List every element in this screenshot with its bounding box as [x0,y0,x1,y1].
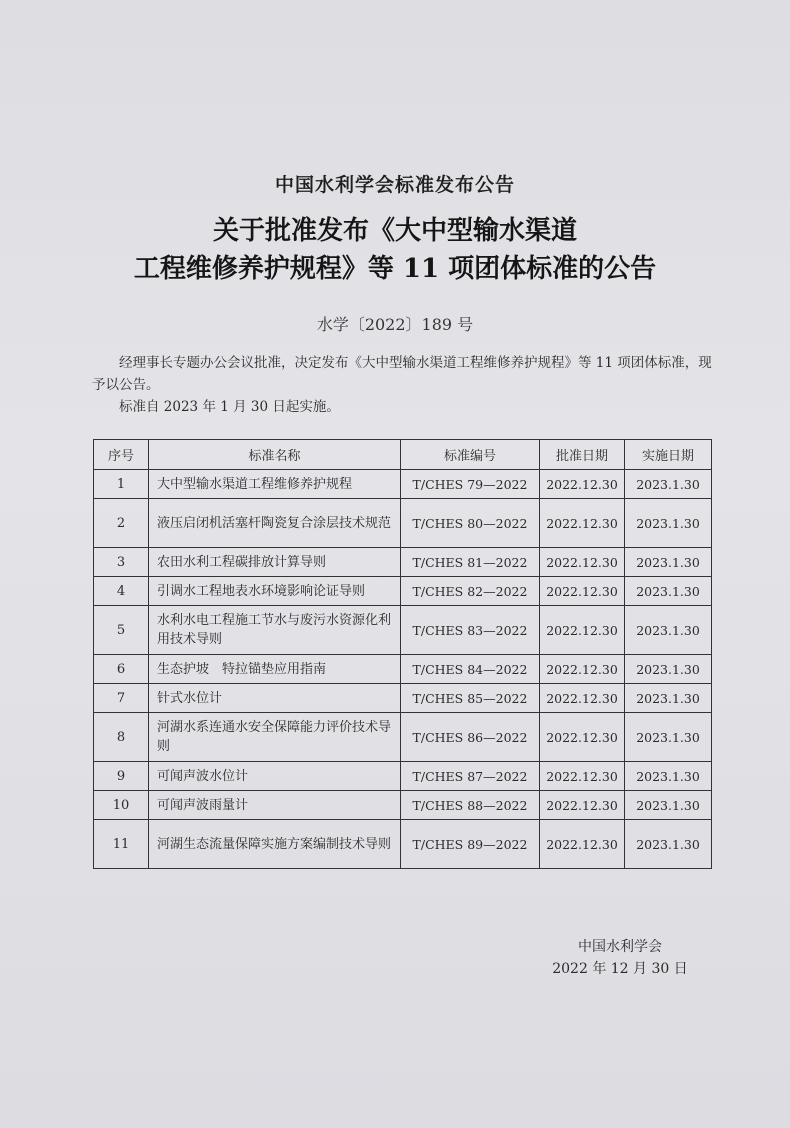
row-code: T/CHES 84—2022 [401,655,540,684]
table-header-row [94,440,712,470]
row-code: T/CHES 89—2022 [401,820,540,869]
row-approve-date: 2022.12.30 [540,791,625,820]
row-no: 6 [94,655,149,684]
row-code: T/CHES 80—2022 [401,499,540,548]
table-row [94,577,712,606]
title-line-1: 关于批准发布《大中型输水渠道 [212,216,577,246]
table-row [94,548,712,577]
row-approve-date: 2022.12.30 [540,762,625,791]
table-row [94,655,712,684]
row-name: 河湖水系连通水安全保障能力评价技术导则 [149,713,401,762]
row-effective-date: 2023.1.30 [625,684,712,713]
row-name: 生态护坡 特拉锚垫应用指南 [149,655,401,684]
signature-date: 2022 年 12 月 30 日 [552,961,688,977]
row-approve-date: 2022.12.30 [540,655,625,684]
table-row [94,762,712,791]
notice-kicker: 中国水利学会标准发布公告 [274,174,515,196]
table-row [94,684,712,713]
body-paragraph-1: 经理事长专题办公会议批准，决定发布《大中型输水渠道工程维修养护规程》等 11 项团体标准，现予以公告。 [92,355,712,393]
row-no: 1 [94,470,149,499]
row-approve-date: 2022.12.30 [540,499,625,548]
row-approve-date: 2022.12.30 [540,548,625,577]
row-effective-date: 2023.1.30 [625,606,712,655]
row-approve-date: 2022.12.30 [540,606,625,655]
table-row [94,820,712,869]
row-no: 2 [94,499,149,548]
row-no: 4 [94,577,149,606]
row-approve-date: 2022.12.30 [540,577,625,606]
row-effective-date: 2023.1.30 [625,577,712,606]
row-code: T/CHES 79—2022 [401,470,540,499]
table-body [94,470,712,869]
row-code: T/CHES 83—2022 [401,606,540,655]
row-name: 河湖生态流量保障实施方案编制技术导则 [149,820,401,869]
row-code: T/CHES 87—2022 [401,762,540,791]
table-row [94,499,712,548]
row-no: 9 [94,762,149,791]
row-effective-date: 2023.1.30 [625,791,712,820]
row-code: T/CHES 82—2022 [401,577,540,606]
header-effective-date: 实施日期 [625,440,712,470]
row-no: 11 [94,820,149,869]
row-code: T/CHES 86—2022 [401,713,540,762]
table-row [94,470,712,499]
row-no: 10 [94,791,149,820]
row-effective-date: 2023.1.30 [625,470,712,499]
row-no: 5 [94,606,149,655]
row-effective-date: 2023.1.30 [625,762,712,791]
row-name: 水利水电工程施工节水与废污水资源化利用技术导则 [149,606,401,655]
row-effective-date: 2023.1.30 [625,548,712,577]
table-row [94,791,712,820]
row-effective-date: 2023.1.30 [625,713,712,762]
body-paragraph-2: 标准自 2023 年 1 月 30 日起实施。 [119,399,340,415]
standards-table [93,439,712,869]
notice-title [0,212,790,288]
row-approve-date: 2022.12.30 [540,820,625,869]
row-name: 可闻声波雨量计 [149,791,401,820]
row-code: T/CHES 88—2022 [401,791,540,820]
row-approve-date: 2022.12.30 [540,470,625,499]
row-effective-date: 2023.1.30 [625,655,712,684]
signature-org: 中国水利学会 [578,939,662,955]
row-no: 7 [94,684,149,713]
title-line-2: 工程维修养护规程》等 11 项团体标准的公告 [133,254,657,284]
header-code: 标准编号 [401,440,540,470]
row-no: 3 [94,548,149,577]
row-code: T/CHES 81—2022 [401,548,540,577]
document-number: 水学〔2022〕189 号 [316,315,474,334]
header-name: 标准名称 [149,440,401,470]
row-no: 8 [94,713,149,762]
header-approve-date: 批准日期 [540,440,625,470]
signature-block [520,936,720,980]
row-code: T/CHES 85—2022 [401,684,540,713]
row-effective-date: 2023.1.30 [625,499,712,548]
row-name: 液压启闭机活塞杆陶瓷复合涂层技术规范 [149,499,401,548]
row-approve-date: 2022.12.30 [540,713,625,762]
header-no: 序号 [94,440,149,470]
table-row [94,606,712,655]
row-name: 引调水工程地表水环境影响论证导则 [149,577,401,606]
row-name: 可闻声波水位计 [149,762,401,791]
row-name: 针式水位计 [149,684,401,713]
row-effective-date: 2023.1.30 [625,820,712,869]
row-approve-date: 2022.12.30 [540,684,625,713]
row-name: 农田水利工程碳排放计算导则 [149,548,401,577]
table-row [94,713,712,762]
row-name: 大中型输水渠道工程维修养护规程 [149,470,401,499]
